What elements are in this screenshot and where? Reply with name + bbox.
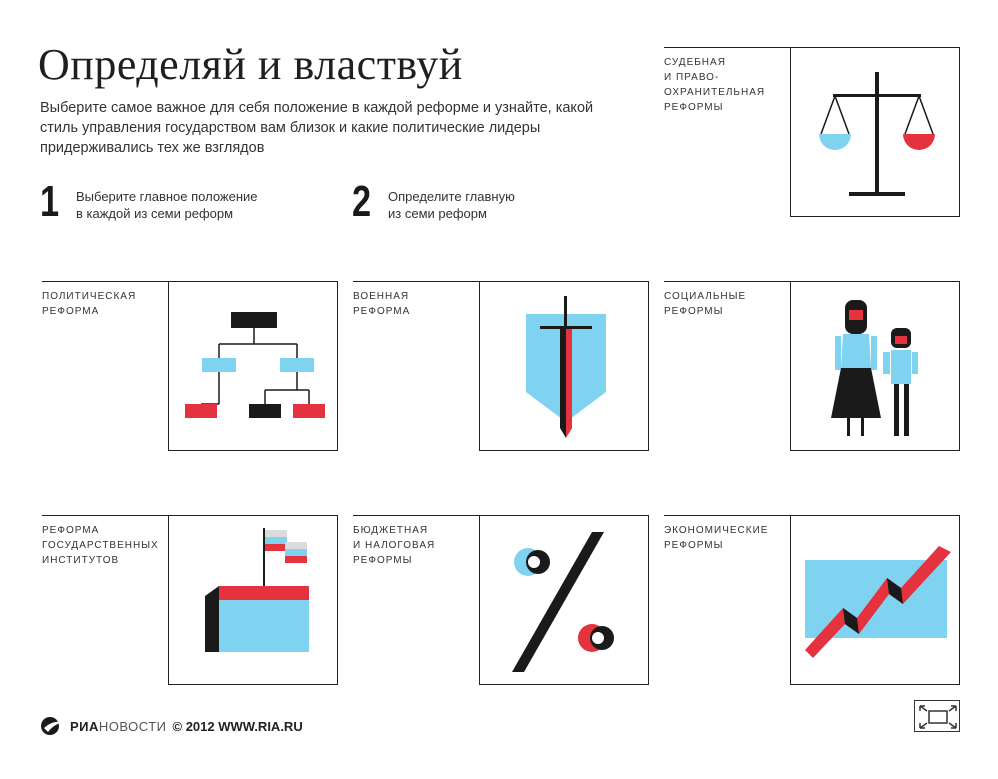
step-1 — [40, 177, 258, 226]
step-2-text: Определите главную из семи реформ — [388, 189, 515, 221]
step-2-number: 2 — [352, 177, 372, 226]
page-title: Определяй и властвуй — [38, 40, 463, 89]
sword-shield-icon — [480, 282, 650, 452]
step-2 — [352, 177, 515, 226]
card-divider — [664, 47, 790, 48]
brand-novosti: НОВОСТИ — [98, 718, 167, 734]
footer-brand — [40, 716, 303, 736]
fullscreen-icon — [915, 701, 961, 733]
card-divider — [42, 281, 168, 282]
card-judicial-button[interactable] — [790, 47, 960, 217]
card-budget-button[interactable] — [479, 515, 649, 685]
card-military-label: ВОЕННАЯ РЕФОРМА — [353, 291, 411, 317]
card-military-button[interactable] — [479, 281, 649, 451]
growth-chart-icon — [791, 516, 961, 686]
card-divider — [664, 515, 790, 516]
org-chart-icon — [169, 282, 339, 452]
card-political-label: ПОЛИТИЧЕСКАЯ РЕФОРМА — [42, 291, 137, 317]
card-divider — [42, 515, 168, 516]
card-institutions-button[interactable] — [168, 515, 338, 685]
card-judicial-label: СУДЕБНАЯ И ПРАВО- ОХРАНИТЕЛЬНАЯ РЕФОРМЫ — [664, 57, 766, 113]
card-budget-label: БЮДЖЕТНАЯ И НАЛОГОВАЯ РЕФОРМЫ — [353, 525, 436, 566]
card-economic-button[interactable] — [790, 515, 960, 685]
card-divider — [664, 281, 790, 282]
card-social-label: СОЦИАЛЬНЫЕ РЕФОРМЫ — [664, 291, 747, 317]
step-1-number: 1 — [40, 177, 60, 226]
copyright: © 2012 WWW.RIA.RU — [172, 718, 303, 734]
building-flag-icon — [169, 516, 339, 686]
ria-logo-icon — [40, 716, 66, 736]
card-divider — [353, 515, 479, 516]
card-institutions-label: РЕФОРМА ГОСУДАРСТВЕННЫХ ИНСТИТУТОВ — [42, 525, 159, 566]
scales-icon — [791, 48, 961, 218]
percent-icon — [480, 516, 650, 686]
card-divider — [353, 281, 479, 282]
fullscreen-button[interactable] — [914, 700, 960, 732]
card-economic-label: ЭКОНОМИЧЕСКИЕ РЕФОРМЫ — [664, 525, 769, 551]
card-political-button[interactable] — [168, 281, 338, 451]
intro-text: Выберите самое важное для себя положение в каждой реформе и узнайте, какой стиль управления государством вам близок и какие политические лидеры придерживались тех же взглядов — [40, 100, 594, 156]
family-icon — [791, 282, 961, 452]
brand-ria: РИА — [70, 718, 99, 734]
step-1-text: Выберите главное положение в каждой из семи реформ — [76, 189, 258, 221]
card-social-button[interactable] — [790, 281, 960, 451]
